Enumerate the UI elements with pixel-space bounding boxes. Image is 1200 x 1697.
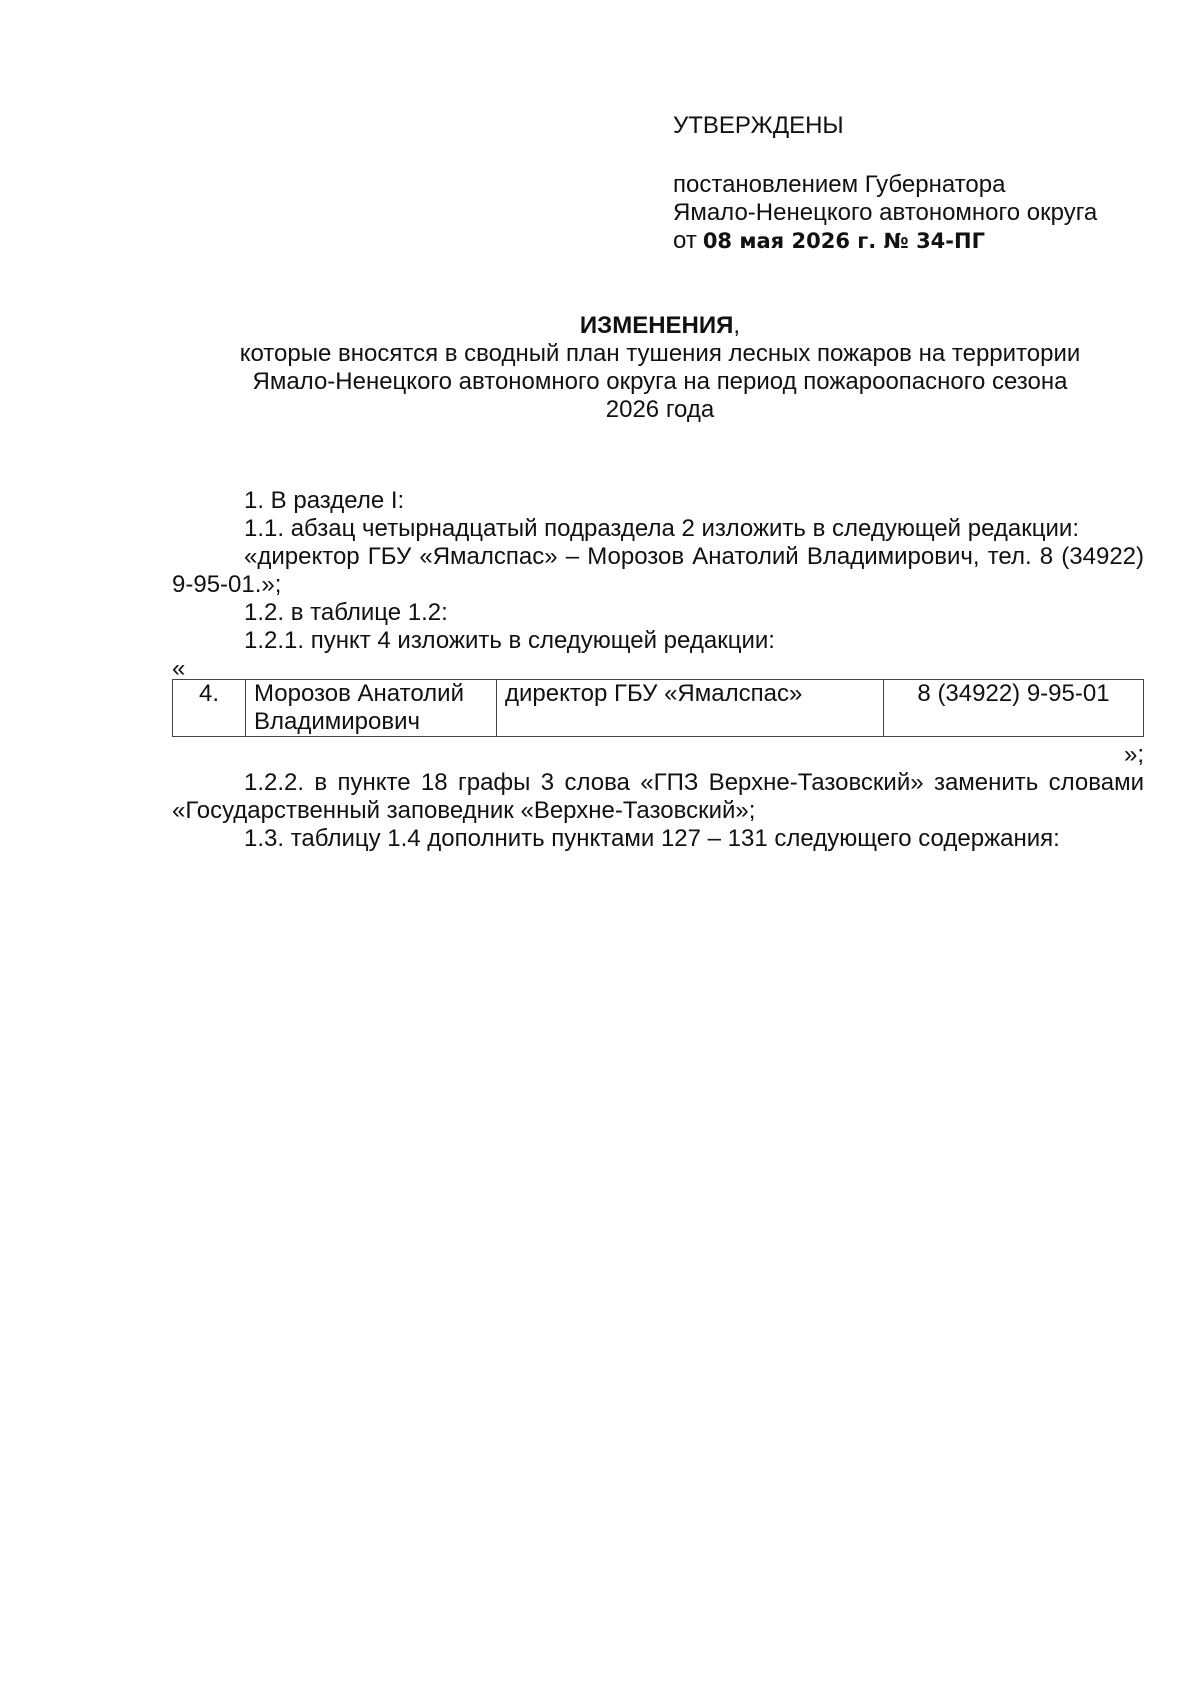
paragraph-1-2-1: 1.2.1. пункт 4 изложить в следующей редакции:: [244, 627, 775, 654]
cell-phone: 8 (34922) 9-95-01: [884, 680, 1144, 737]
paragraph-quote-director: «директор ГБУ «Ямалспас» – Морозов Анатолий Владимирович, тел. 8 (34922) 9-95-01.»;: [172, 543, 1144, 598]
paragraph-1-3: 1.3. таблицу 1.4 дополнить пунктами 127 – 131 следующего содержания:: [244, 825, 1060, 852]
table-row: [173, 680, 1144, 737]
document-body: [172, 487, 1144, 853]
cell-number: 4.: [173, 680, 246, 737]
replacement-table: [172, 679, 1144, 737]
approval-line-1: постановлением Губернатора: [673, 171, 1006, 198]
heading-title-line: [180, 312, 1140, 340]
heading-line-3: 2026 года: [605, 396, 715, 423]
document-heading: [180, 312, 1140, 424]
cell-name: Морозов Анатолий Владимирович: [246, 680, 497, 737]
heading-line-2: Ямало-Ненецкого автономного округа на период пожароопасного сезона: [252, 368, 1068, 395]
approval-number: 08 мая 2026 г. № 34-ПГ: [702, 229, 985, 253]
approval-title: УТВЕРЖДЕНЫ: [673, 112, 844, 139]
heading-title: ИЗМЕНЕНИЯ: [579, 312, 734, 339]
open-quote: «: [172, 655, 186, 682]
cell-position: директор ГБУ «Ямалспас»: [497, 680, 884, 737]
paragraph-1: 1. В разделе I:: [244, 487, 405, 514]
heading-comma: ,: [733, 312, 741, 339]
approval-date-line: [673, 227, 1153, 255]
approval-from: от: [673, 227, 697, 254]
approval-block: [673, 112, 1153, 255]
approval-line-2: Ямало-Ненецкого автономного округа: [673, 199, 1098, 226]
close-quote: »;: [1123, 741, 1144, 768]
paragraph-1-2: 1.2. в таблице 1.2:: [244, 599, 448, 626]
heading-line-1: которые вносятся в сводный план тушения лесных пожаров на территории: [239, 340, 1081, 367]
paragraph-1-2-2: 1.2.2. в пункте 18 графы 3 слова «ГПЗ Верхне-Тазовский» заменить словами «Государственный заповедник «Верхне-Тазовский»;: [172, 769, 1144, 824]
paragraph-1-1: 1.1. абзац четырнадцатый подраздела 2 изложить в следующей редакции:: [244, 515, 1079, 542]
